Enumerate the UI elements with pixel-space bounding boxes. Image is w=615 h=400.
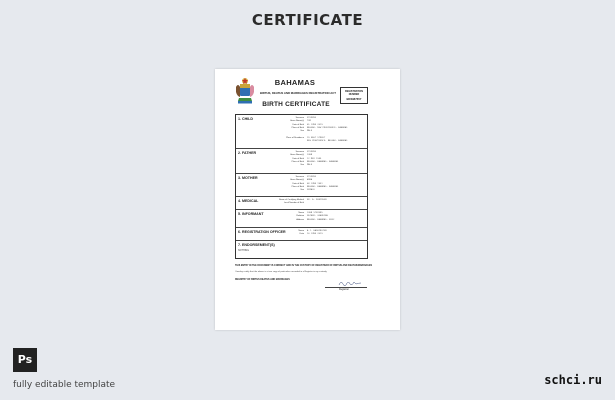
field-label: Date of Birth xyxy=(292,182,304,185)
field-value: 05 JUNE 2019 xyxy=(307,123,323,126)
field-value: FATHER, GUARDIAN xyxy=(307,215,328,218)
field-label: Name xyxy=(298,230,304,232)
field-label: Date of Birth xyxy=(292,123,304,126)
certificate-document xyxy=(215,69,400,330)
page-title: CERTIFICATE xyxy=(251,11,364,29)
field-label: Sex xyxy=(300,130,304,133)
field-row xyxy=(266,164,366,167)
registration-number: BR2987657 xyxy=(346,97,362,101)
custody-statement: THIS ENTRY IN THE DOCUMENT IS CORRECT AND IN THE CUSTODY OF REGISTRAR OF BIRTHS AND DEATHS/MARRIAGES xyxy=(235,265,373,267)
field-label: Relation xyxy=(296,215,304,218)
field-row xyxy=(266,189,366,192)
section-fields xyxy=(266,176,366,192)
photoshop-icon: Ps xyxy=(13,348,37,372)
field-value: TOM xyxy=(307,120,311,123)
field-value: 10 JUNE 2019 xyxy=(307,233,323,236)
field-value: ANNA xyxy=(307,179,313,182)
section-title: 4. MEDICAL xyxy=(238,199,259,203)
section-fields xyxy=(266,212,366,222)
form-section xyxy=(236,115,367,149)
registry-name: REGISTRY OF BIRTHS DEATHS AND MARRIAGES xyxy=(235,279,290,281)
field-value: JOHN xyxy=(307,154,313,157)
field-row xyxy=(266,219,366,222)
field-label: Name of Certifying Medical xyxy=(279,199,304,201)
field-label: Sex xyxy=(300,164,304,167)
field-row xyxy=(266,233,366,236)
section-fields xyxy=(266,199,366,206)
field-value: DR. A. ROBINSON xyxy=(307,199,327,201)
field-value: STEVENS xyxy=(307,176,317,178)
field-value: A.J. WASHINGTON xyxy=(307,230,327,232)
field-label: Surname xyxy=(295,151,304,153)
section-title: 1. CHILD xyxy=(238,117,253,121)
form-section xyxy=(236,174,367,197)
field-value: NASSAU, BAHAMAS, BAHAMAS xyxy=(307,160,339,163)
field-label xyxy=(266,140,307,143)
field-label: Name xyxy=(298,212,304,214)
endorsement-value: NOTHING xyxy=(238,249,250,252)
field-label: Address xyxy=(296,218,304,221)
field-label: Place of Birth xyxy=(291,160,304,163)
field-value: NASSAU, BAHAMAS, BAHAMAS xyxy=(307,185,339,188)
field-value: MALE xyxy=(307,130,313,133)
section-fields xyxy=(266,117,366,143)
section-title: 7. ENDORSEMENT(S) xyxy=(238,243,275,247)
site-watermark: schci.ru xyxy=(544,373,602,387)
template-caption: fully editable template xyxy=(13,380,116,390)
field-value: 19 EAST STREET xyxy=(307,136,326,139)
section-fields xyxy=(266,151,366,167)
field-row xyxy=(266,202,366,205)
field-value: STEVENS xyxy=(307,151,317,153)
certificate-form xyxy=(235,114,368,259)
field-label: Given Name(s) xyxy=(290,179,304,182)
field-label: Surname xyxy=(295,117,304,119)
field-label: Given Name(s) xyxy=(290,154,304,157)
field-row xyxy=(266,140,366,143)
field-value: 08 JUNE 1991 xyxy=(307,182,323,185)
field-value: NASSAU, NEW PROVIDENCE, BAHAMAS xyxy=(307,126,348,129)
field-value: JOHN STEVENS xyxy=(307,212,323,214)
country-name: BAHAMAS xyxy=(274,78,316,87)
signature-image xyxy=(325,279,365,287)
signatory-label: Registrar xyxy=(339,288,349,291)
section-fields xyxy=(266,230,366,237)
field-label: Local Number of Birth xyxy=(283,202,304,205)
section-title: 3. MOTHER xyxy=(238,176,258,180)
certification-statement: I hereby certify that the above is a true copy of particulars recorded in a Register in my custody xyxy=(235,271,327,273)
section-title: 2. FATHER xyxy=(238,151,257,155)
field-value: 12 MAY 1989 xyxy=(307,157,322,160)
form-section xyxy=(236,149,367,174)
field-label: Place of Residence xyxy=(286,136,304,139)
field-label: Date xyxy=(299,233,304,236)
field-label: Sex xyxy=(300,189,304,192)
act-title: BIRTHS, DEATHS AND MARRIAGES REGISTRATION ACT xyxy=(260,91,336,95)
field-value: STEVENS xyxy=(307,117,317,119)
field-value: NEW PROVIDENCE, NASSAU, BAHAMAS xyxy=(307,140,348,143)
section-title: 6. REGISTRATION OFFICER xyxy=(238,230,286,234)
field-label: Place of Birth xyxy=(291,126,304,129)
field-label: Surname xyxy=(295,176,304,178)
field-label: Date of Birth xyxy=(292,157,304,160)
field-value: FEMALE xyxy=(307,189,315,192)
section-title: 5. INFORMANT xyxy=(238,212,264,216)
field-label: Given Name(s) xyxy=(290,120,304,123)
field-value: NASSAU, BAHAMAS, 8832 xyxy=(307,218,335,221)
field-value: MALE xyxy=(307,164,313,167)
form-section xyxy=(236,210,367,228)
form-section xyxy=(236,241,367,257)
registration-label: REGISTRATION NUMBER xyxy=(345,90,363,96)
certificate-title: BIRTH CERTIFICATE xyxy=(262,101,330,108)
field-label: Place of Birth xyxy=(291,185,304,188)
form-section xyxy=(236,197,367,210)
form-section xyxy=(236,228,367,241)
